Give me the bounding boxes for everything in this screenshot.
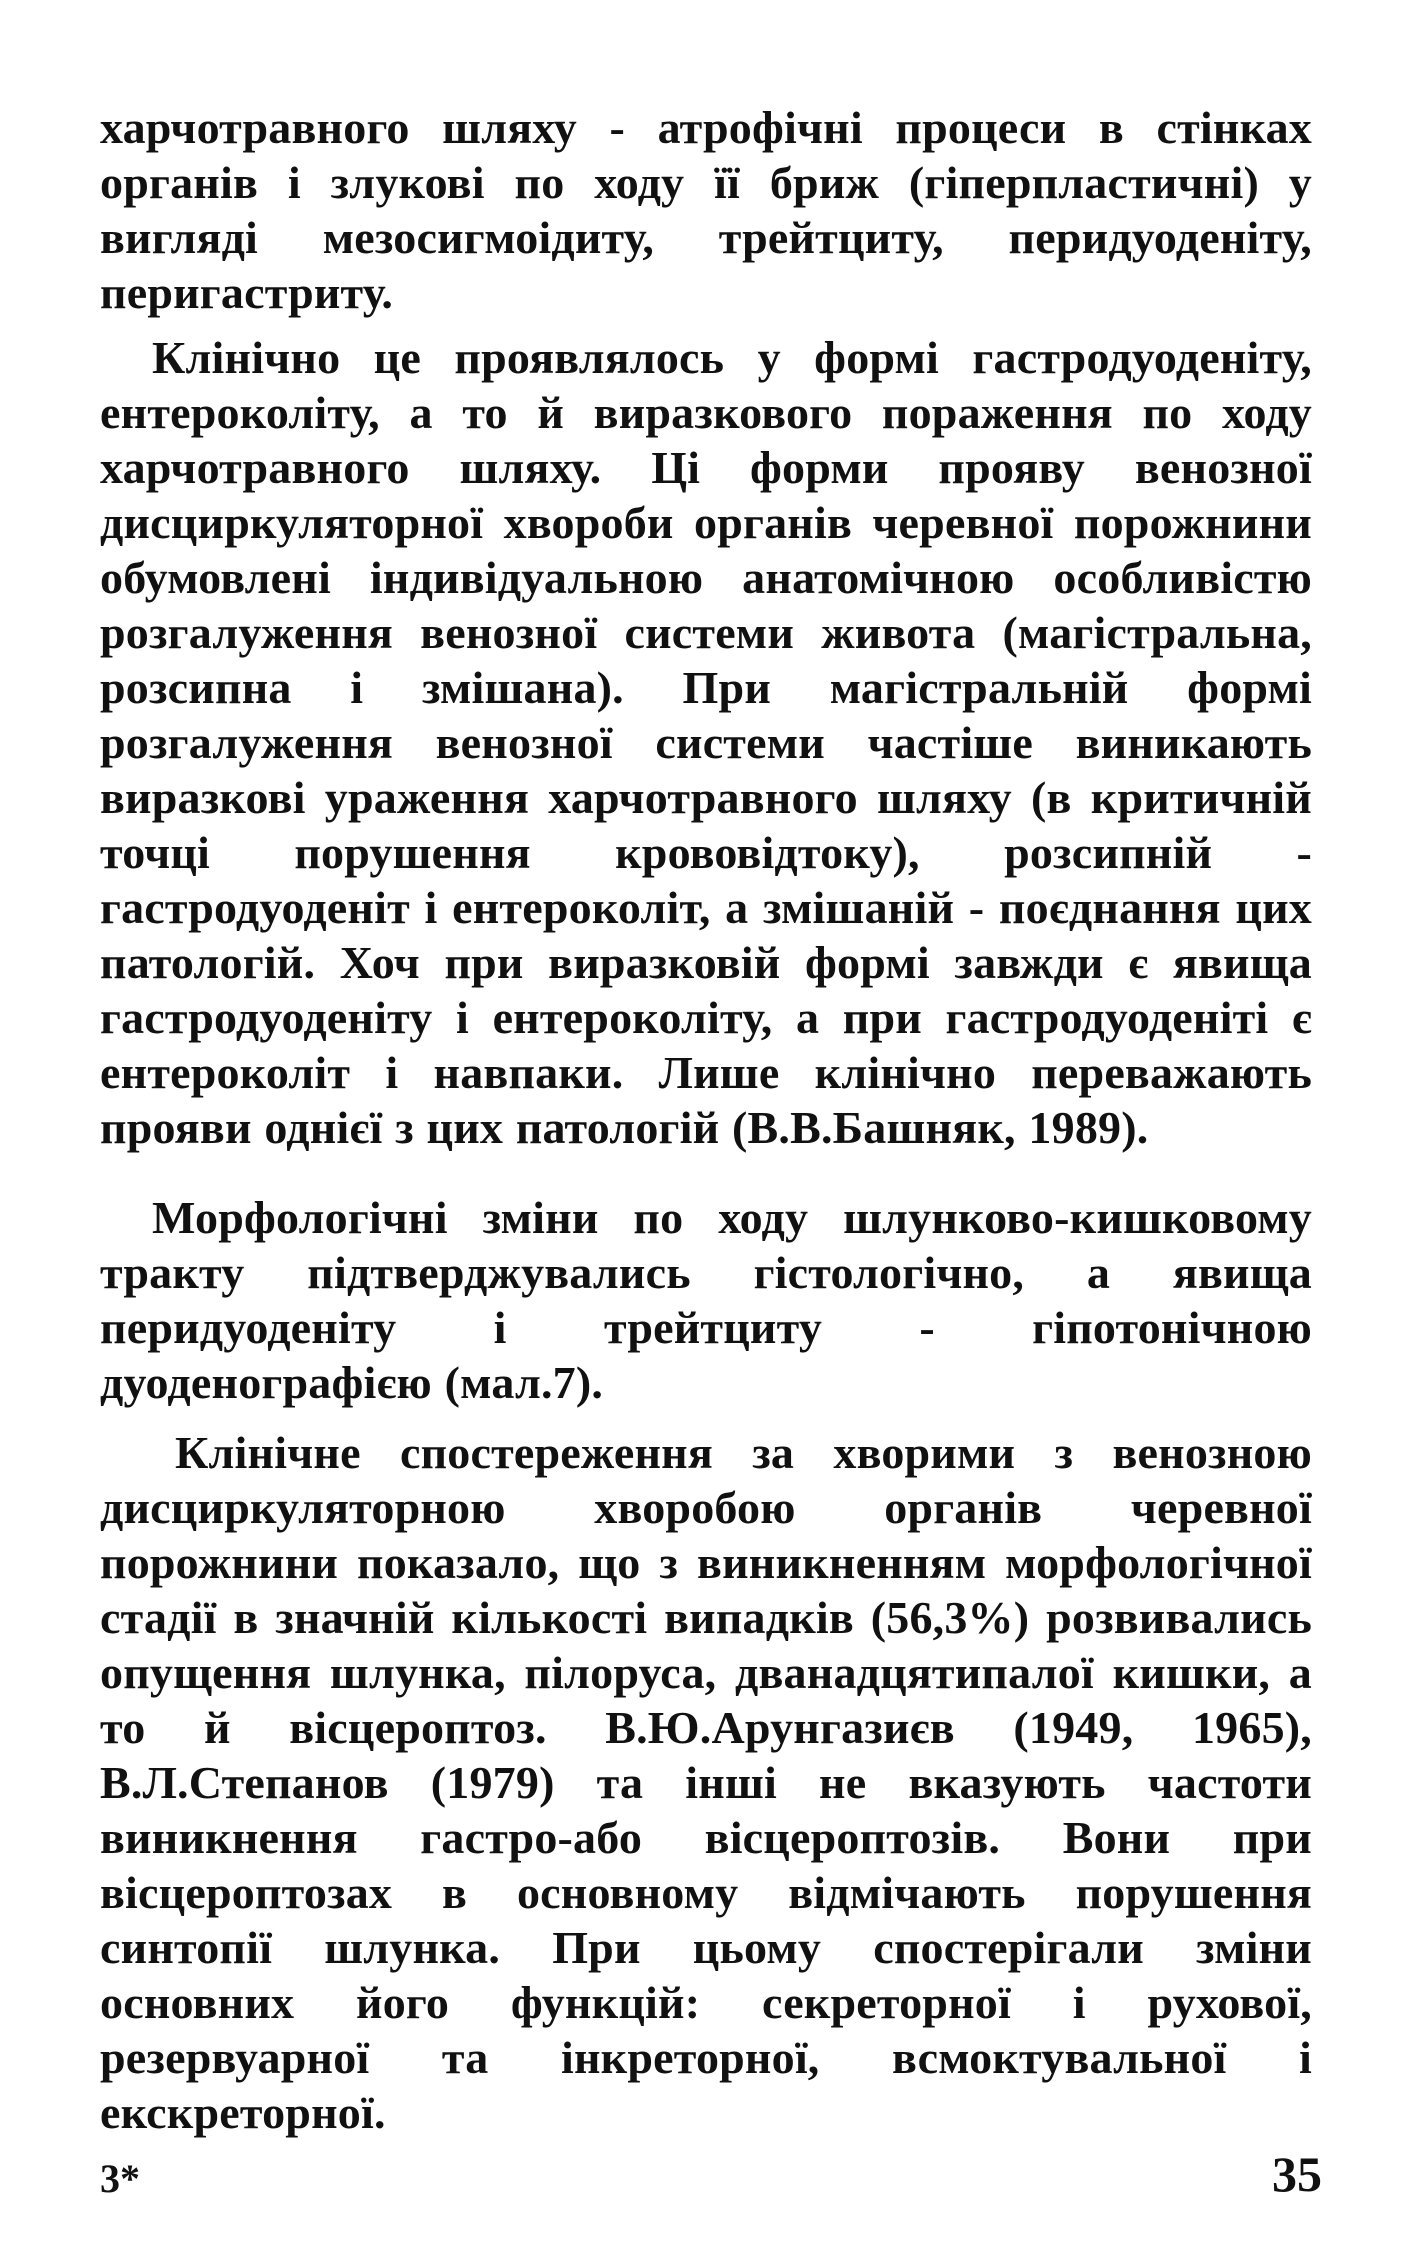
paragraph-4: Клінічне спостереження за хворими з венозною дисциркуляторною хворобою органів черевної порожнини показало, що з виникненням морфологічної стадії в значній кількості випадків (56,3%) розвивались опущення шлунка, пілоруса, дванадцятипалої кишки, а то й вісцероптоз. В.Ю.Арунгазиєв (1949, 1965), В.Л.Степанов (1979) та інші не вказують частоти виникнення гастро-або вісцероптозів. Вони при вісцероптозах в основному відмічають порушення синтопії шлунка. При цьому спостерігали зміни основних його функцій: секреторної і рухової, резервуарної та інкреторної, всмоктувальної і екскреторної. [100, 1427, 1312, 2138]
signature-mark: 3* [100, 2156, 140, 2201]
paragraph-2: Клінічно це проявлялось у формі гастродуоденіту, ентероколіту, а то й виразкового пораження по ходу харчотравного шляху. Ці форми прояву венозної дисциркуляторної хвороби органів черевної порожнини обумовлені індивідуальною анатомічною особливістю розгалуження венозної системи живота (магістральна, розсипна і змішана). При магістральній формі розгалуження венозної системи частіше виникають виразкові ураження харчотравного шляху (в критичній точці порушення крововідтоку), розсипній - гастродуоденіт і ентероколіт, а змішаній - поєднання цих патологій. Хоч при виразковій формі завжди є явища гастродуоденіту і ентероколіту, а при гастродуоденіті є ентероколіт і навпаки. Лише клінічно переважають прояви однієї з цих патологій (В.В.Башняк, 1989). [100, 332, 1312, 1153]
page-number: 35 [1272, 2146, 1322, 2202]
paragraph-3: Морфологічні зміни по ходу шлунково-кишковому тракту підтверджувались гістологічно, а явища перидуоденіту і трейтциту - гіпотонічною дуоденографією (мал.7). [100, 1192, 1312, 1408]
paragraph-1: харчотравного шляху - атрофічні процеси в стінках органів і злукові по ходу її бриж (гіперпластичні) у вигляді мезосигмоідиту, трейтциту, перидуоденіту, перигастриту. [100, 102, 1312, 318]
